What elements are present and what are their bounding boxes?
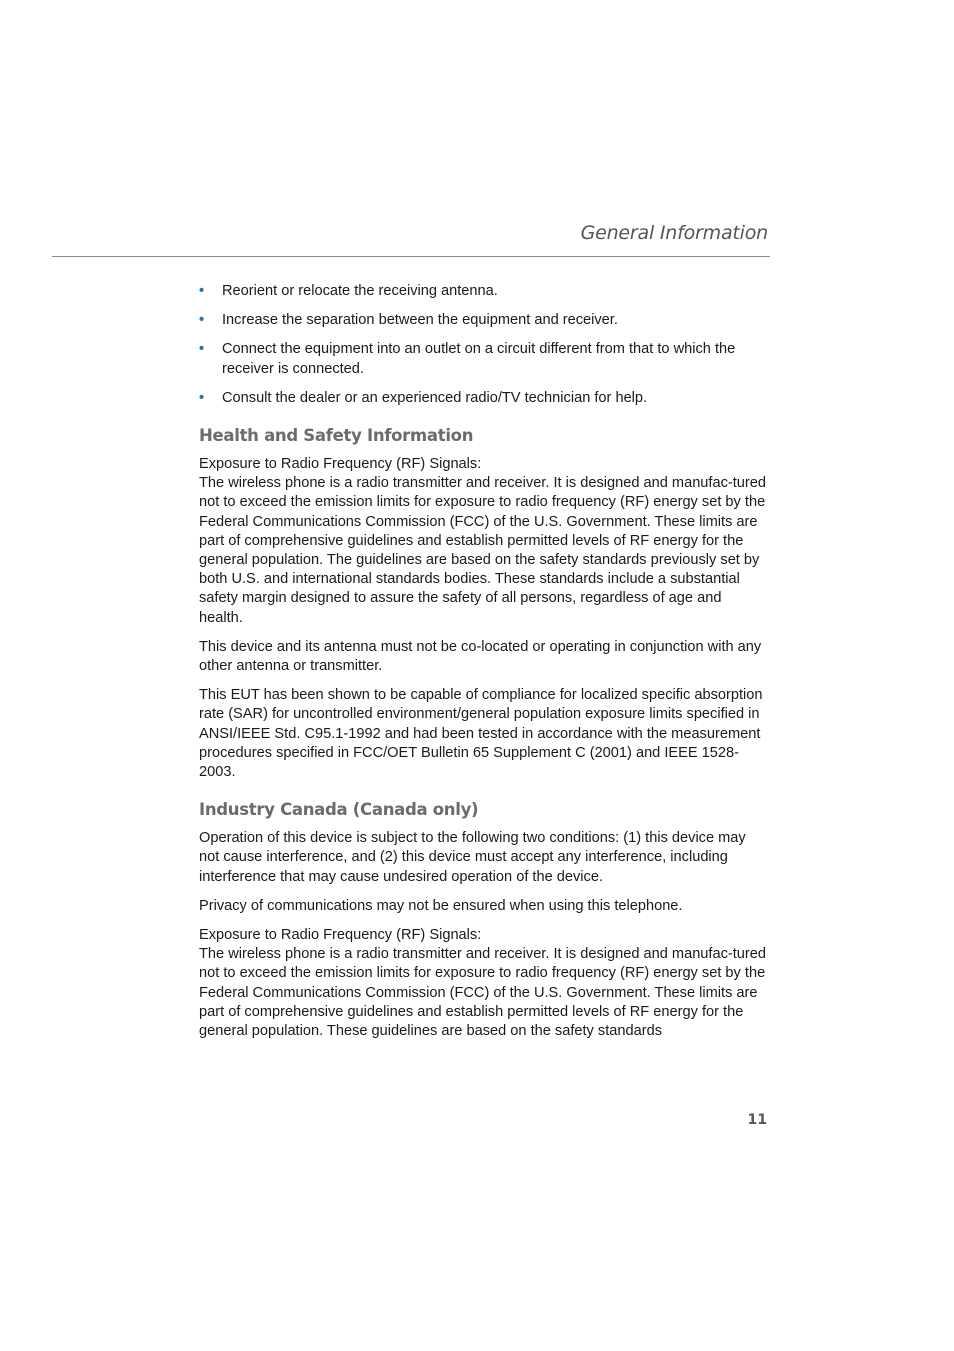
section-paragraph: This EUT has been shown to be capable of compliance for localized specific absorption rate (SAR) for uncontrolled environment/general population exposure limits specified in ANSI/IEEE Std. C95.1-1992 and had been tested in accordance with the measurement procedures specified in FCC/OET Bulletin 65 Supplement C (2001) and IEEE 1528-2003.	[199, 687, 763, 781]
industry-canada-section	[199, 799, 769, 1041]
section-heading: Industry Canada (Canada only)	[199, 800, 479, 820]
section-heading: Health and Safety Information	[199, 426, 474, 446]
health-safety-section	[199, 425, 769, 782]
bullet-list	[199, 282, 769, 408]
section-paragraph: This device and its antenna must not be co-located or operating in conjunction with any other antenna or transmitter.	[199, 638, 762, 675]
header-divider	[52, 256, 770, 257]
section-paragraph	[199, 455, 769, 628]
section-paragraph	[199, 926, 769, 1041]
paragraph-text: The wireless phone is a radio transmitter and receiver. It is designed and manufac-tured not to exceed the emission limits for exposure to radio frequency (RF) energy set by the Federal Communications Commission (FCC) of the U.S. Government. These limits are part of comprehensive guidelines and establish permitted levels of RF energy for the general population. The guidelines are based on the safety standards previously set by both U.S. and international standards bodies. These standards include a substantial safety margin designed to assure the safety of all persons, regardless of age and health.	[199, 475, 767, 626]
list-item	[199, 340, 769, 378]
page-number: 11	[747, 1112, 767, 1128]
list-item-text: Increase the separation between the equipment and receiver.	[222, 312, 618, 329]
bullet-icon: •	[199, 341, 205, 358]
paragraph-lead-line: Exposure to Radio Frequency (RF) Signals:	[199, 927, 482, 944]
list-item-text: Connect the equipment into an outlet on a circuit different from that to which the receiver is connected.	[222, 341, 736, 377]
bullet-icon: •	[199, 312, 205, 329]
running-header-title: General Information	[580, 222, 768, 244]
list-item	[199, 282, 769, 301]
list-item-text: Reorient or relocate the receiving antenna.	[222, 283, 498, 299]
list-item	[199, 389, 769, 408]
list-item	[199, 311, 769, 330]
page-body	[199, 282, 769, 1051]
paragraph-lead-line: Exposure to Radio Frequency (RF) Signals:	[199, 456, 482, 473]
paragraph-text: The wireless phone is a radio transmitter and receiver. It is designed and manufac-tured not to exceed the emission limits for exposure to radio frequency (RF) energy set by the Federal Communications Commission (FCC) of the U.S. Government. These limits are part of comprehensive guidelines and establish permitted levels of RF energy for the general population. These guidelines are based on the safety standards	[199, 946, 767, 1040]
section-paragraph: Privacy of communications may not be ensured when using this telephone.	[199, 897, 683, 914]
bullet-icon: •	[199, 283, 205, 299]
section-paragraph: Operation of this device is subject to the following two conditions: (1) this device may not cause interference, and (2) this device must accept any interference, including interference that may cause undesired operation of the device.	[199, 830, 746, 885]
list-item-text: Consult the dealer or an experienced radio/TV technician for help.	[222, 389, 648, 406]
bullet-icon: •	[199, 389, 205, 406]
